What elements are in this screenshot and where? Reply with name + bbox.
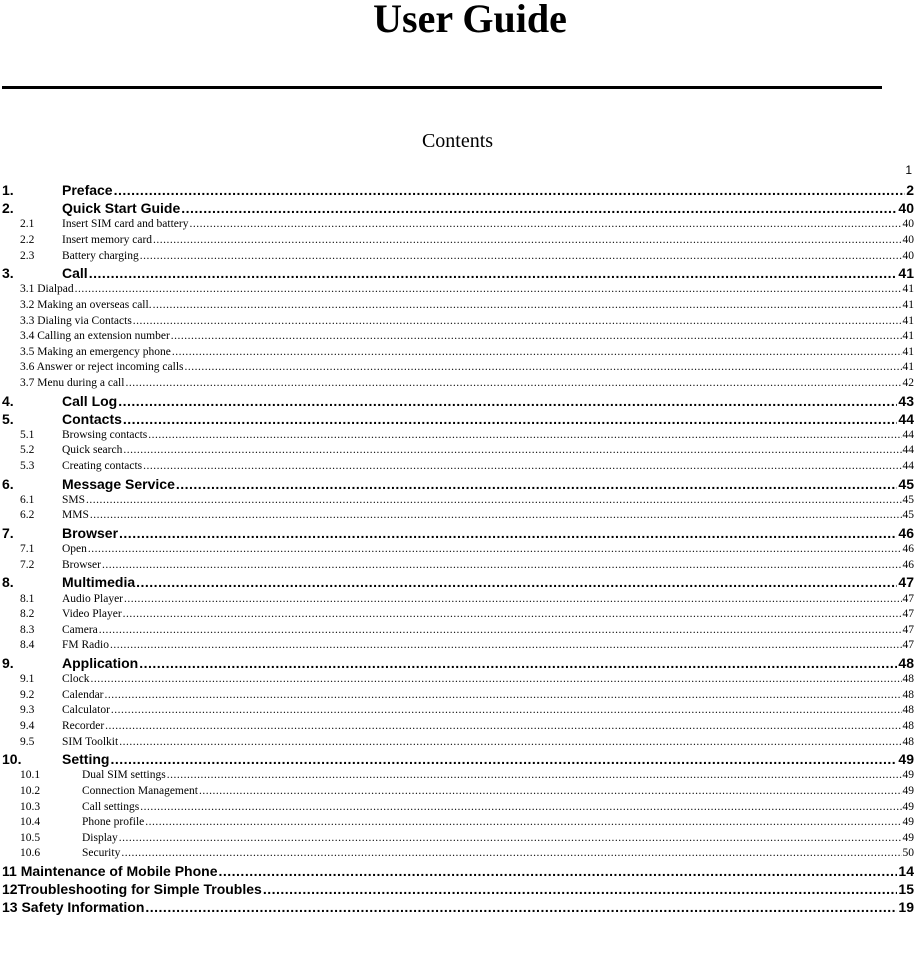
- toc-dot-leader: [140, 249, 902, 265]
- toc-entry-number: 10.3: [20, 800, 41, 813]
- contents-heading: Contents: [421, 130, 494, 152]
- toc-section-entry[interactable]: [2, 558, 914, 574]
- toc-section-entry[interactable]: [2, 735, 914, 751]
- toc-entry-label: Call Log: [62, 392, 118, 409]
- toc-chapter-entry[interactable]: [2, 392, 914, 410]
- toc-entry-page-number: 41: [902, 361, 914, 374]
- toc-dot-leader: [89, 264, 898, 282]
- toc-entry-page-number: 47: [902, 592, 914, 605]
- toc-dot-leader: [86, 493, 901, 509]
- toc-chapter-entry[interactable]: [2, 524, 914, 542]
- toc-section-entry[interactable]: [2, 360, 914, 376]
- toc-entry-label: Browsing contacts: [62, 428, 148, 441]
- toc-section-entry[interactable]: [2, 217, 914, 233]
- toc-dot-leader: [153, 298, 902, 314]
- toc-section-entry[interactable]: [2, 249, 914, 265]
- toc-dot-leader: [119, 831, 902, 847]
- toc-entry-page-number: 48: [902, 735, 914, 748]
- toc-section-entry[interactable]: [2, 314, 914, 330]
- toc-section-entry[interactable]: [2, 638, 914, 654]
- toc-dot-leader: [90, 672, 901, 688]
- toc-entry-page-number: 40: [902, 233, 914, 246]
- toc-entry-label: Connection Management: [82, 784, 198, 797]
- toc-dot-leader: [167, 768, 902, 784]
- toc-chapter-entry[interactable]: [2, 880, 914, 898]
- toc-entry-number: 8.2: [20, 608, 35, 621]
- toc-entry-page-number: 49: [902, 784, 914, 797]
- toc-entry-label: Message Service: [62, 475, 175, 492]
- toc-chapter-entry[interactable]: [2, 199, 914, 217]
- toc-dot-leader: [99, 623, 902, 639]
- toc-entry-label: FM Radio: [62, 639, 109, 652]
- toc-entry-page-number: 40: [902, 218, 914, 231]
- toc-entry-page-number: 48: [902, 719, 914, 732]
- toc-entry-page-number: 41: [902, 314, 914, 327]
- toc-section-entry[interactable]: [2, 329, 914, 345]
- toc-entry-page-number: 40: [902, 249, 914, 262]
- toc-entry-number: 2.: [2, 200, 14, 217]
- toc-entry-page-number: 47: [902, 608, 914, 621]
- toc-entry-number: 5.1: [20, 428, 35, 441]
- toc-entry-number: 8.4: [20, 639, 35, 652]
- toc-dot-leader: [118, 392, 897, 410]
- toc-entry-label: Creating contacts: [62, 460, 143, 473]
- toc-dot-leader: [123, 443, 901, 459]
- toc-section-entry[interactable]: [2, 376, 914, 392]
- toc-entry-number: 9.3: [20, 704, 35, 717]
- toc-section-entry[interactable]: [2, 846, 914, 862]
- toc-entry-page-number: 47: [902, 623, 914, 636]
- toc-entry-page-number: 49: [902, 769, 914, 782]
- toc-entry-page-number: 2: [906, 182, 914, 198]
- toc-entry-number: 4.: [2, 392, 14, 409]
- toc-entry-label: Call settings: [82, 800, 140, 813]
- toc-entry-label: 3.6 Answer or reject incoming calls: [20, 361, 184, 374]
- toc-entry-page-number: 40: [898, 200, 914, 217]
- toc-section-entry[interactable]: [2, 623, 914, 639]
- toc-entry-page-number: 47: [898, 574, 914, 591]
- toc-entry-number: 10.2: [20, 784, 41, 797]
- toc-section-entry[interactable]: [2, 508, 914, 524]
- toc-dot-leader: [140, 800, 901, 816]
- toc-entry-label: 13 Safety Information: [2, 899, 145, 916]
- toc-entry-label: Call: [62, 265, 88, 282]
- toc-dot-leader: [218, 862, 897, 880]
- toc-entry-page-number: 47: [902, 639, 914, 652]
- toc-dot-leader: [133, 314, 902, 330]
- toc-entry-label: Preface: [62, 182, 113, 198]
- toc-entry-page-number: 46: [898, 525, 914, 542]
- toc-dot-leader: [102, 558, 902, 574]
- toc-dot-leader: [111, 703, 902, 719]
- toc-dot-leader: [114, 181, 906, 199]
- toc-entry-page-number: 44: [902, 444, 914, 457]
- toc-section-entry[interactable]: [2, 768, 914, 784]
- toc-entry-number: 8.1: [20, 592, 35, 605]
- toc-entry-number: 10.1: [20, 769, 41, 782]
- toc-entry-page-number: 43: [898, 392, 914, 409]
- toc-dot-leader: [75, 282, 902, 298]
- toc-entry-page-number: 15: [898, 881, 914, 898]
- toc-entry-number: 8.: [2, 574, 14, 591]
- toc-entry-label: 3.3 Dialing via Contacts: [20, 314, 132, 327]
- toc-entry-number: 9.5: [20, 735, 35, 748]
- toc-entry-page-number: 19: [898, 899, 914, 916]
- toc-entry-number: 8.3: [20, 623, 35, 636]
- toc-chapter-entry[interactable]: [2, 898, 914, 916]
- toc-dot-leader: [263, 880, 898, 898]
- toc-entry-number: 9.1: [20, 673, 35, 686]
- toc-dot-leader: [105, 719, 901, 735]
- toc-section-entry[interactable]: [2, 459, 914, 475]
- toc-entry-number: 5.2: [20, 444, 35, 457]
- toc-entry-number: 9.4: [20, 719, 35, 732]
- toc-section-entry[interactable]: [2, 298, 914, 314]
- toc-entry-number: 2.1: [20, 218, 35, 231]
- toc-entry-number: 7.: [2, 525, 14, 542]
- toc-entry-number: 10.6: [20, 847, 41, 860]
- toc-entry-page-number: 41: [902, 298, 914, 311]
- toc-chapter-entry[interactable]: [2, 862, 914, 880]
- toc-entry-label: Clock: [62, 673, 90, 686]
- toc-entry-label: Quick search: [62, 444, 123, 457]
- toc-entry-number: 7.2: [20, 558, 35, 571]
- toc-dot-leader: [171, 329, 902, 345]
- toc-section-entry[interactable]: [2, 784, 914, 800]
- toc-dot-leader: [172, 345, 902, 361]
- toc-entry-label: 3.2 Making an overseas call.: [20, 298, 152, 311]
- toc-entry-page-number: 48: [898, 654, 914, 671]
- toc-entry-label: SMS: [62, 493, 86, 506]
- toc-chapter-entry[interactable]: [2, 410, 914, 428]
- toc-dot-leader: [145, 815, 901, 831]
- toc-section-entry[interactable]: [2, 542, 914, 558]
- toc-entry-label: Recorder: [62, 719, 105, 732]
- toc-dot-leader: [119, 735, 901, 751]
- toc-section-entry[interactable]: [2, 428, 914, 444]
- toc-entry-page-number: 44: [902, 460, 914, 473]
- toc-chapter-entry[interactable]: [2, 573, 914, 591]
- toc-entry-label: Camera: [62, 623, 98, 636]
- toc-entry-label: Battery charging: [62, 249, 139, 262]
- toc-entry-page-number: 46: [902, 543, 914, 556]
- toc-entry-number: 3.: [2, 265, 14, 282]
- toc-entry-label: Display: [82, 831, 118, 844]
- toc-entry-page-number: 41: [902, 283, 914, 296]
- toc-entry-page-number: 45: [902, 509, 914, 522]
- document-title: User Guide: [373, 0, 567, 41]
- toc-dot-leader: [110, 750, 897, 768]
- toc-entry-number: 1.: [2, 182, 14, 198]
- toc-entry-label: 3.4 Calling an extension number: [20, 330, 170, 343]
- title-divider: [2, 86, 882, 89]
- toc-entry-label: Phone profile: [82, 816, 145, 829]
- toc-entry-label: 3.7 Menu during a call: [20, 376, 125, 389]
- toc-dot-leader: [199, 784, 902, 800]
- toc-chapter-entry[interactable]: [2, 264, 914, 282]
- toc-dot-leader: [143, 459, 901, 475]
- toc-entry-page-number: 45: [898, 475, 914, 492]
- toc-entry-page-number: 49: [902, 816, 914, 829]
- toc-entry-page-number: 49: [902, 800, 914, 813]
- toc-entry-label: Multimedia: [62, 574, 136, 591]
- toc-entry-page-number: 44: [902, 428, 914, 441]
- toc-section-entry[interactable]: [2, 815, 914, 831]
- toc-entry-label: Quick Start Guide: [62, 200, 181, 217]
- toc-section-entry[interactable]: [2, 592, 914, 608]
- toc-entry-number: 9.2: [20, 688, 35, 701]
- toc-entry-label: MMS: [62, 509, 89, 522]
- toc-chapter-entry[interactable]: [2, 475, 914, 493]
- toc-section-entry[interactable]: [2, 719, 914, 735]
- toc-entry-number: 10.: [2, 751, 22, 768]
- toc-entry-label: Calculator: [62, 704, 110, 717]
- toc-entry-number: 10.5: [20, 831, 41, 844]
- toc-entry-number: 6.2: [20, 509, 35, 522]
- toc-entry-page-number: 41: [898, 265, 914, 282]
- toc-entry-label: 12Troubleshooting for Simple Troubles: [2, 881, 262, 898]
- toc-entry-number: 5.: [2, 410, 14, 427]
- toc-chapter-entry[interactable]: [2, 750, 914, 768]
- toc-entry-page-number: 41: [902, 345, 914, 358]
- toc-entry-page-number: 50: [902, 847, 914, 860]
- toc-entry-page-number: 48: [902, 688, 914, 701]
- toc-entry-label: Insert memory card: [62, 233, 153, 246]
- toc-section-entry[interactable]: [2, 800, 914, 816]
- toc-dot-leader: [148, 428, 901, 444]
- toc-dot-leader: [124, 592, 901, 608]
- table-of-contents: [2, 181, 914, 916]
- toc-section-entry[interactable]: [2, 831, 914, 847]
- toc-entry-number: 10.4: [20, 816, 41, 829]
- toc-entry-page-number: 49: [898, 751, 914, 768]
- toc-entry-page-number: 46: [902, 558, 914, 571]
- page-marker: 1: [905, 163, 912, 177]
- toc-section-entry[interactable]: [2, 688, 914, 704]
- toc-dot-leader: [119, 524, 897, 542]
- toc-entry-label: 3.5 Making an emergency phone: [20, 345, 171, 358]
- toc-entry-number: 6.1: [20, 493, 35, 506]
- toc-entry-label: Browser: [62, 558, 101, 571]
- toc-entry-label: 11 Maintenance of Mobile Phone: [2, 862, 218, 879]
- toc-section-entry[interactable]: [2, 672, 914, 688]
- toc-entry-page-number: 14: [898, 862, 914, 879]
- toc-dot-leader: [123, 607, 902, 623]
- toc-section-entry[interactable]: [2, 703, 914, 719]
- toc-entry-label: Video Player: [62, 608, 122, 621]
- toc-entry-page-number: 42: [902, 376, 914, 389]
- toc-entry-page-number: 48: [902, 704, 914, 717]
- toc-entry-number: 5.3: [20, 460, 35, 473]
- toc-dot-leader: [176, 475, 898, 493]
- toc-dot-leader: [88, 542, 902, 558]
- toc-entry-label: Calendar: [62, 688, 104, 701]
- toc-dot-leader: [121, 846, 901, 862]
- toc-entry-page-number: 49: [902, 831, 914, 844]
- toc-entry-label: Insert SIM card and battery: [62, 218, 189, 231]
- toc-dot-leader: [181, 199, 897, 217]
- toc-dot-leader: [123, 410, 898, 428]
- toc-chapter-entry[interactable]: [2, 181, 914, 199]
- toc-section-entry[interactable]: [2, 607, 914, 623]
- toc-entry-label: Setting: [62, 751, 110, 768]
- toc-dot-leader: [189, 217, 901, 233]
- toc-entry-label: Dual SIM settings: [82, 769, 166, 782]
- toc-dot-leader: [105, 688, 902, 704]
- toc-dot-leader: [90, 508, 902, 524]
- toc-dot-leader: [185, 360, 902, 376]
- toc-dot-leader: [110, 638, 902, 654]
- toc-dot-leader: [139, 654, 897, 672]
- toc-dot-leader: [125, 376, 901, 392]
- toc-section-entry[interactable]: [2, 345, 914, 361]
- toc-entry-page-number: 48: [902, 673, 914, 686]
- toc-entry-label: Security: [82, 847, 121, 860]
- toc-entry-page-number: 41: [902, 330, 914, 343]
- toc-dot-leader: [153, 233, 901, 249]
- toc-entry-label: Application: [62, 654, 139, 671]
- toc-dot-leader: [145, 898, 897, 916]
- toc-entry-number: 7.1: [20, 543, 35, 556]
- toc-section-entry[interactable]: [2, 233, 914, 249]
- toc-section-entry[interactable]: [2, 282, 914, 298]
- toc-entry-number: 9.: [2, 654, 14, 671]
- toc-section-entry[interactable]: [2, 493, 914, 509]
- toc-entry-page-number: 44: [898, 410, 914, 427]
- toc-entry-page-number: 45: [902, 493, 914, 506]
- toc-entry-label: Audio Player: [62, 592, 124, 605]
- toc-entry-label: Contacts: [62, 410, 122, 427]
- toc-dot-leader: [136, 573, 897, 591]
- toc-entry-label: Open: [62, 543, 87, 556]
- toc-entry-number: 2.2: [20, 233, 35, 246]
- toc-entry-label: 3.1 Dialpad: [20, 283, 74, 296]
- toc-entry-number: 2.3: [20, 249, 35, 262]
- toc-chapter-entry[interactable]: [2, 654, 914, 672]
- toc-entry-label: Browser: [62, 525, 119, 542]
- toc-entry-number: 6.: [2, 475, 14, 492]
- toc-section-entry[interactable]: [2, 443, 914, 459]
- toc-entry-label: SIM Toolkit: [62, 735, 119, 748]
